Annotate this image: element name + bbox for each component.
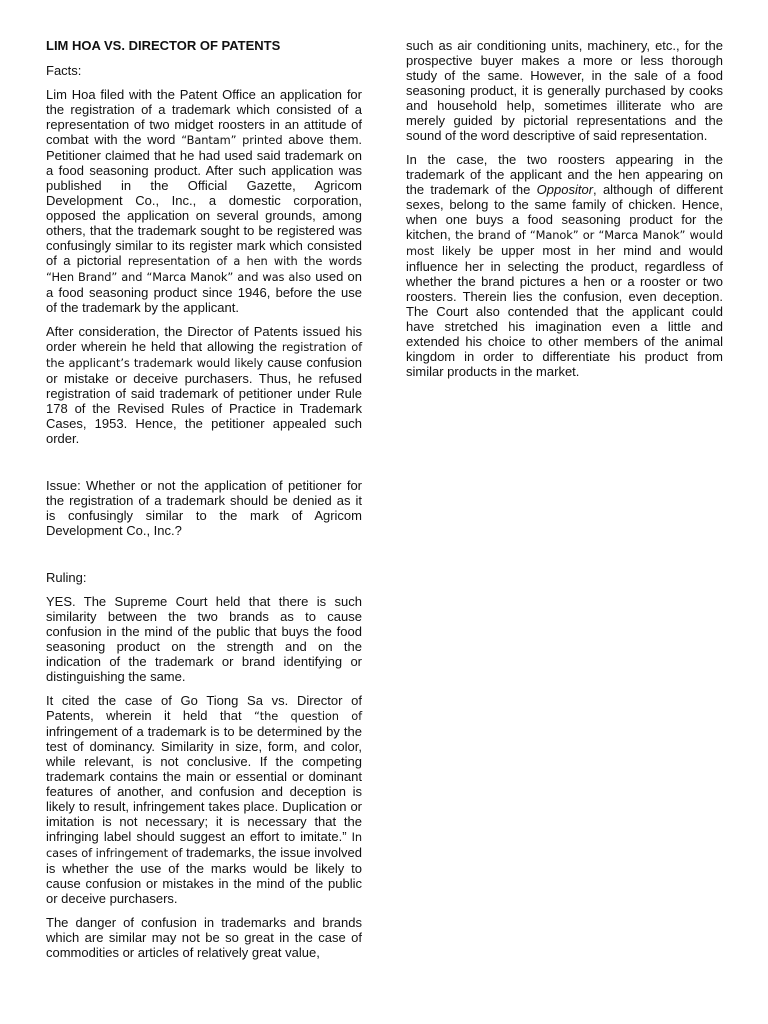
ruling-p4-text-e: be upper most in her mind and would influence her in selecting the product, regardless of whether the brand pictures a hen or a rooster or two roosters. Therein lies the confusion, even deception. The Court also contended that the applicant could have stretched his imagination even a little and extended his choice to other members of the animal kingdom in order to differentiate his product from similar products in the market. bbox=[406, 243, 724, 379]
ruling-paragraph-1: YES. The Supreme Court held that there is such similarity between the two brands as to cause confusion in the mind of the public that buys the food seasoning product on the strength and on the indication of the trademark or brand identifying or distinguishing the same. bbox=[46, 594, 362, 684]
facts-p1-text-c: above them. Petitioner claimed that he had used said trademark on a food seasoning product. After such application was published in the Official Gazette, Agricom Development Co., Inc., a domestic corporation, opposed the application on several grounds, among others, that the trademark sought to be registered was confusingly similar to its register mark which consisted of a pictorial bbox=[46, 132, 363, 268]
facts-p1-text-a: Lim Hoa filed with the Patent Office an application for the registration of a trademark which consisted of a representation of two midget roosters in an attitude of combat with the word bbox=[46, 87, 362, 147]
spacer bbox=[46, 547, 362, 570]
issue-paragraph: Issue: Whether or not the application of petitioner for the registration of a trademark should be denied as it is confusingly similar to the mark of Agricom Development Co., Inc.? bbox=[46, 478, 362, 538]
spacer bbox=[46, 455, 362, 478]
facts-p2-text-a: After consideration, the Director of Patents issued his order wherein he held that allowing the bbox=[46, 324, 362, 354]
ruling-paragraph-3-start bbox=[46, 915, 362, 960]
ruling-p2-text-b: “the question of bbox=[253, 709, 362, 723]
document-title: LIM HOA VS. DIRECTOR OF PATENTS bbox=[46, 38, 281, 53]
right-column bbox=[406, 38, 723, 388]
facts-label: Facts: bbox=[46, 63, 82, 78]
facts-p1-text-b: “Bantam” printed bbox=[181, 133, 283, 147]
facts-p2-text-b: registration of the applicant’s trademark would likely bbox=[46, 340, 362, 370]
ruling-paragraph-2 bbox=[46, 693, 362, 906]
facts-p1-text-e: used on a food seasoning product since 1946, before the use of the trademark by the applicant. bbox=[46, 269, 362, 315]
ruling-paragraph-4 bbox=[406, 152, 723, 379]
ruling-p2-text-c: infringement of a trademark is to be determined by the test of dominancy. Similarity in size, form, and color, while relevant, is not conclusive. If the competing trademark contains the main or essential or dominant features of another, and confusion and deception is likely to result, infringement takes place. Duplication or imitation is not necessary; it is necessary that the infringing label should suggest an effort to imitate.” bbox=[46, 724, 362, 844]
ruling-p2-text-e: trademarks, the issue involved is whether the use of the marks would be likely to cause confusion or mistakes in the mind of the public or deceive purchasers. bbox=[46, 845, 362, 906]
ruling-label: Ruling: bbox=[46, 570, 87, 585]
ruling-p2-text-d: In cases of infringement of bbox=[46, 830, 362, 860]
ruling-p3-text-part-1: The danger of confusion in trademarks and brands which are similar may not be so great in the case of commodities or articles of relatively great value, bbox=[46, 915, 362, 960]
facts-paragraph-1 bbox=[46, 87, 362, 315]
facts-paragraph-2 bbox=[46, 324, 362, 446]
left-column bbox=[46, 38, 362, 969]
oppositor-term: Oppositor bbox=[536, 182, 594, 197]
ruling-p3-text-part-2: such as air conditioning units, machinery, etc., for the prospective buyer makes a more or less thorough study of the same. However, in the sale of a food seasoning product, it is generally purchased by cooks and household help, sometimes illiterate who are merely guided by pictorial representations and the sound of the word descriptive of said representation. bbox=[406, 38, 723, 143]
ruling-p4-text-c: , although of different sexes, belong to the same family of chicken. Hence, when one buys a food seasoning product for the kitchen, bbox=[406, 182, 723, 242]
ruling-p4-text-d: the brand of “Manok” or “Marca Manok” would most likely bbox=[406, 228, 723, 258]
facts-p1-text-d: representation of a hen with the words “Hen Brand” and “Marca Manok” and was also bbox=[46, 254, 362, 284]
ruling-p2-text-a: It cited the case of Go Tiong Sa vs. Director of Patents, wherein it held that bbox=[46, 693, 362, 723]
ruling-paragraph-3-end bbox=[406, 38, 723, 143]
ruling-p4-text-a: In the case, the two roosters appearing in the trademark of the applicant and the hen appearing on the trademark of the bbox=[406, 152, 723, 197]
facts-p2-text-c: cause confusion or mistake or deceive purchasers. Thus, he refused registration of said trademark of petitioner under Rule 178 of the Revised Rules of Practice in Trademark Cases, 1953. Hence, the petitioner appealed such order. bbox=[46, 355, 362, 446]
